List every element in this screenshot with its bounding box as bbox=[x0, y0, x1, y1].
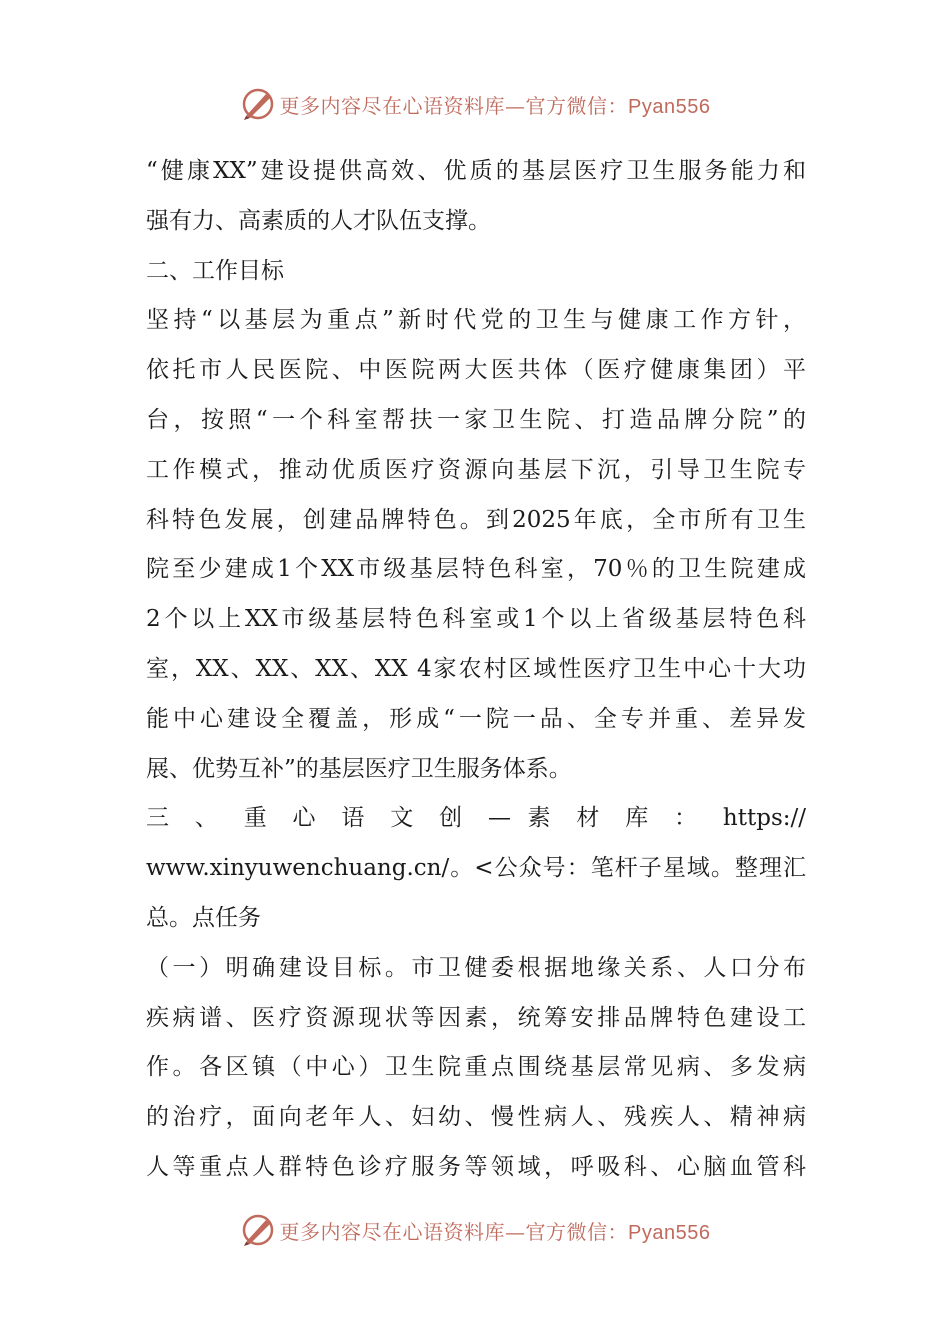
section-heading: 二、工作目标 bbox=[146, 257, 284, 284]
text-line: 总。点任务 bbox=[146, 904, 261, 931]
text-line: 院至少建成1个XX市级基层特色科室，70％的卫生院建成 bbox=[146, 556, 806, 583]
document-body bbox=[146, 147, 806, 1193]
text-line: （一）明确建设目标。市卫健委根据地缘关系、人口分布 bbox=[146, 954, 806, 981]
text-line: 科特色发展，创建品牌特色。到2025年底，全市所有卫生 bbox=[146, 506, 806, 533]
text-line: 坚持“以基层为重点”新时代党的卫生与健康工作方针， bbox=[146, 307, 806, 334]
banner-label: 更多内容尽在心语资料库—官方微信： bbox=[279, 93, 629, 118]
footer-watermark-banner bbox=[0, 1208, 950, 1252]
text-line: 人等重点人群特色诊疗服务等领域，呼吸科、心脑血管科 bbox=[146, 1153, 806, 1180]
header-watermark-banner bbox=[0, 82, 950, 126]
text-line: “健康XX”建设提供高效、优质的基层医疗卫生服务能力和 bbox=[146, 158, 806, 184]
text-line: 台，按照“一个科室帮扶一家卫生院、打造品牌分院”的 bbox=[146, 406, 806, 433]
text-line: www.xinyuwenchuang.cn/。<公众号：笔杆子星域。整理汇 bbox=[146, 855, 806, 882]
text-line: 室，XX、XX、XX、XX 4家农村区域性医疗卫生中心十大功 bbox=[146, 655, 806, 682]
text-line: 强有力、高素质的人才队伍支撑。 bbox=[146, 207, 491, 234]
text-line: 能中心建设全覆盖，形成“一院一品、全专并重、差异发 bbox=[146, 705, 806, 732]
section-heading: 三 、 重 心 语 文 创 — 素 材 库 ： https:// bbox=[146, 805, 806, 832]
text-line: 作。各区镇（中心）卫生院重点围绕基层常见病、多发病 bbox=[146, 1054, 806, 1081]
text-line: 疾病谱、医疗资源现状等因素，统筹安排品牌特色建设工 bbox=[146, 1004, 806, 1031]
text-line: 2个以上XX市级基层特色科室或1个以上省级基层特色科 bbox=[146, 606, 806, 633]
text-line: 工作模式，推动优质医疗资源向基层下沉，引导卫生院专 bbox=[146, 456, 806, 483]
text-line: 展、优势互补”的基层医疗卫生服务体系。 bbox=[146, 755, 572, 782]
pen-logo-icon bbox=[240, 86, 276, 122]
banner-label: 更多内容尽在心语资料库—官方微信： bbox=[279, 1219, 629, 1244]
banner-wechat-id: Pyan556 bbox=[628, 95, 711, 118]
banner-wechat-id: Pyan556 bbox=[628, 1221, 711, 1244]
pen-logo-icon bbox=[240, 1212, 276, 1248]
text-line: 依托市人民医院、中医院两大医共体（医疗健康集团）平 bbox=[146, 357, 806, 384]
banner-text bbox=[280, 90, 711, 119]
text-line: 的治疗，面向老年人、妇幼、慢性病人、残疾人、精神病 bbox=[146, 1104, 806, 1131]
banner-text bbox=[280, 1216, 711, 1245]
